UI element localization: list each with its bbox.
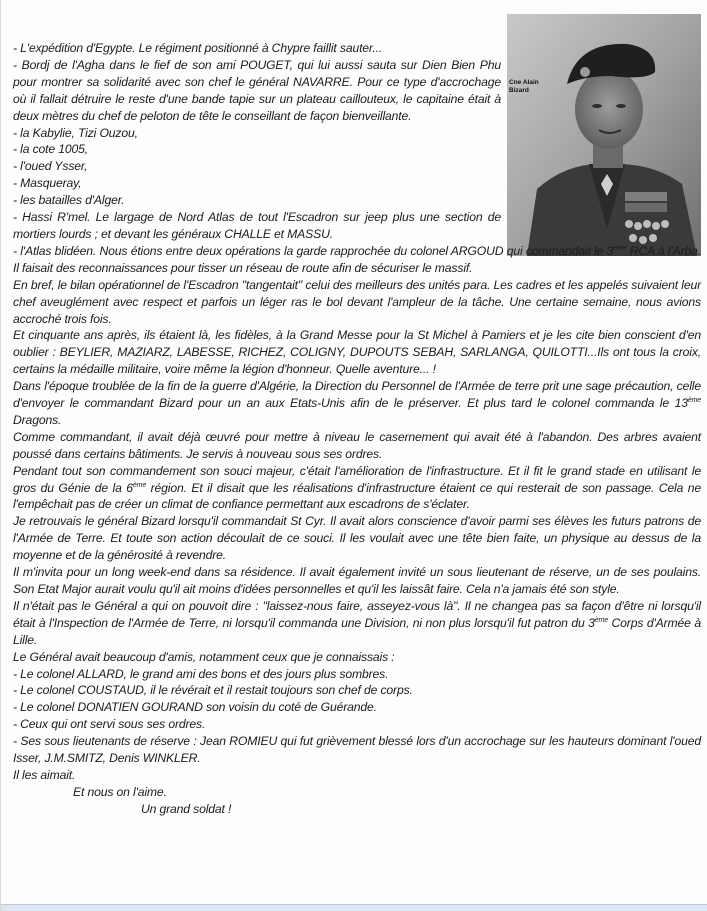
superscript: ème <box>132 481 147 489</box>
paragraph: Comme commandant, il avait déjà œuvré pour mettre à niveau le casernement qui avait été à l'abandon. Des arbres avaient poussé dans certains bâtiments. Je servis à nouveau sous ses ordres. <box>13 429 701 461</box>
list-item: - Ceux qui ont servi sous ses ordres. <box>13 717 206 732</box>
text-span: région. Et il disait que les réalisations d'infrastructure étaient ce qui resterait de son passage. Cela ne l'empêchait pas de créer un climat de confiance permettant aux escadrons de s'éclater. <box>13 480 701 512</box>
paragraph: - la Kabylie, Tizi Ouzou, <box>13 125 138 140</box>
text-span: RCA à l'Arba. Il faisait des reconnaissances pour tisser un réseau de route afin de sécuriser le massif. <box>13 243 701 275</box>
superscript: ème <box>687 396 701 404</box>
paragraph <box>13 463 701 514</box>
article-text <box>13 40 701 818</box>
text-span: Pendant tout son commandement son souci majeur, c'était l'amélioration de l'infrastructure. Et il fit le grand stade en utilisant le gros du Génie de la 6 <box>13 463 701 495</box>
paragraph <box>13 243 701 277</box>
superscript: ème <box>613 244 627 252</box>
paragraph: Il m'invita pour un long week-end dans sa résidence. Il avait également invité un sous lieutenant de réserve, un de ses poulains. Son Etat Major aurait voulu qu'il ait moins d'idées personnelles et qu'il les laissât faire. Cela n'a jamais été son style. <box>13 565 701 596</box>
paragraph: - Bordj de l'Agha dans le fief de son ami POUGET, qui lui aussi sauta sur Dien Bien Phu pour montrer sa solidarité avec son chef le général NAVARRE. Pour ce type d'accrochage où il fallait détruire le reste d'une bande tapie sur un plateau caillouteux, le capitaine était à deux mètres du chef de peloton de tête le conseillant de façon bienveillante. <box>13 57 501 123</box>
window-bottom-edge <box>1 904 707 911</box>
paragraph: Le Général avait beaucoup d'amis, notamment ceux que je connaissais : <box>13 649 395 664</box>
paragraph <box>13 378 701 429</box>
paragraph: - les batailles d'Alger. <box>13 193 125 208</box>
text-span: Dragons. <box>13 412 62 427</box>
paragraph: En bref, le bilan opérationnel de l'Escadron "tangentait" celui des meilleurs des unités para. Les cadres et les appelés suivaient leur chef aveuglément avec respect et parfois un léger ras le bol devant l'ampleur de la tâche. Une certaine semaine, nous avions accroché trois fois. <box>13 277 701 326</box>
list-item: - Le colonel COUSTAUD, il le révérait et il restait toujours son chef de corps. <box>13 683 413 698</box>
paragraph: Et cinquante ans après, ils étaient là, les fidèles, à la Grand Messe pour la St Michel à Pamiers et je les cite bien conscient d'en oublier : BEYLIER, MAZIARZ, LABESSE, RICHEZ, COLIGNY, DUPOUTS SEBAH, SARLANGA, QUILOTTI...Ils ont tous la croix, certains la médaille militaire, voire même la légion d'honneur. Quelle aventure... ! <box>13 328 701 377</box>
closing-line: Et nous on l'aime. <box>73 784 167 799</box>
paragraph: Il les aimait. <box>13 767 76 782</box>
paragraph: - Masqueray, <box>13 176 82 191</box>
paragraph: - L'expédition d'Egypte. Le régiment positionné à Chypre faillit sauter... <box>13 41 383 55</box>
caption-line-1: Cne Alain <box>509 79 539 86</box>
list-item: - Ses sous lieutenants de réserve : Jean ROMIEU qui fut grièvement blessé lors d'un accrochage sur les hauteurs dominant l'oued Isser, J.M.SMITZ, Denis WINKLER. <box>13 734 701 766</box>
text-span: Dans l'époque troublée de la fin de la guerre d'Algérie, la Direction du Personnel de l'Armée de terre prit une sage précaution, celle d'envoyer le commandant Bizard pour un an aux Etats-Unis afin de le préserver. Et plus tard le colonel commanda le 13 <box>13 379 701 411</box>
paragraph <box>13 598 701 649</box>
list-item: - Le colonel DONATIEN GOURAND son voisin du coté de Guérande. <box>13 700 377 715</box>
text-span: Corps d'Armée à Lille. <box>13 615 701 647</box>
list-item: - Le colonel ALLARD, le grand ami des bons et des jours plus sombres. <box>13 666 389 681</box>
paragraph: Je retrouvais le général Bizard lorsqu'il commandait St Cyr. Il avait alors conscience d'avoir parmi ses élèves les futurs patrons de l'Armée de Terre. Et toute son action découlait de ce souci. Il les voulait avec une tête bien faite, un physique au dessus de la moyenne et de la générosité à revendre. <box>13 514 701 563</box>
paragraph: - la cote 1005, <box>13 142 88 157</box>
paragraph: - l'oued Ysser, <box>13 159 88 174</box>
superscript: ème <box>594 616 608 624</box>
closing-line: Un grand soldat ! <box>141 801 232 816</box>
text-span: Il n'était pas le Général a qui on pouvoit dire : "laissez-nous faire, asseyez-vous là". Il ne changea pas sa façon d'être ni lorsqu'il était à l'Inspection de l'Armée de Terre, ni lorsqu'il commanda une Division, ni non plus lorsqu'il fut patron du 3 <box>13 598 701 630</box>
paragraph: - Hassi R'mel. Le largage de Nord Atlas de tout l'Escadron sur jeep plus une section de mortiers lourds ; et devant les généraux CHALLE et MASSU. <box>13 210 501 241</box>
caption-line-2: Bizard <box>509 87 529 94</box>
text-span: - l'Atlas blidéen. Nous étions entre deux opérations la garde rapprochée du colonel ARGOUD qui commandait le 3 <box>13 243 614 258</box>
